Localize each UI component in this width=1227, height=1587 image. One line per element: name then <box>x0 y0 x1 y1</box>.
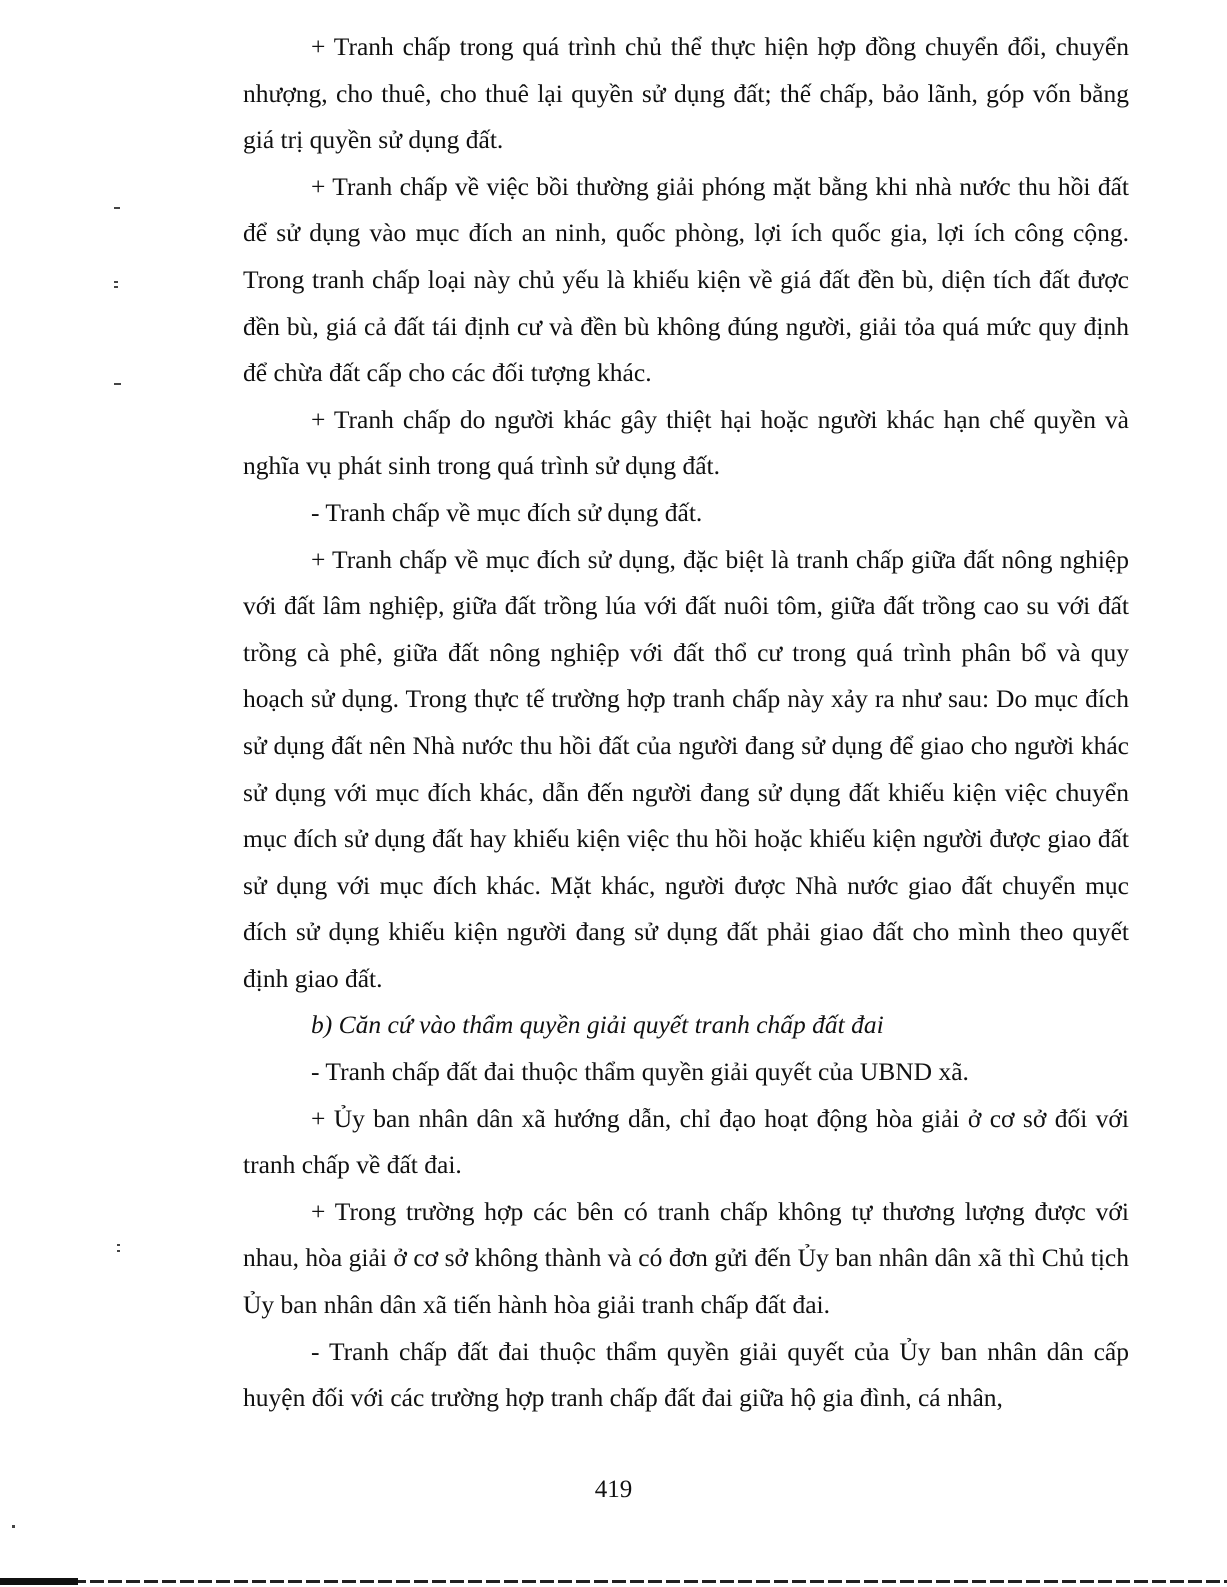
footer-rule <box>0 1580 1227 1583</box>
footer-rule-start <box>0 1578 78 1585</box>
paragraph-contract-disputes: + Tranh chấp trong quá trình chủ thể thực hiện hợp đồng chuyển đổi, chuyển nhượng, cho thuê, cho thuê lại quyền sử dụng đất; thế chấp, bảo lãnh, góp vốn bằng giá trị quyền sử dụng đất. <box>243 32 1129 155</box>
paragraph-district-authority: - Tranh chấp đất đai thuộc thẩm quyền giải quyết của Ủy ban nhân dân cấp huyện đối với các trường hợp tranh chấp đất đai giữa hộ gia đình, cá nhân, <box>243 1336 1129 1413</box>
document-page <box>243 24 1129 1422</box>
scan-mark <box>12 1525 15 1528</box>
paragraph-commune-guidance: + Ủy ban nhân dân xã hướng dẫn, chỉ đạo hoạt động hòa giải ở cơ sở đối với tranh chấp về đất đai. <box>243 1103 1129 1180</box>
paragraph-land-use-purpose-disputes: + Tranh chấp về mục đích sử dụng, đặc biệt là tranh chấp giữa đất nông nghiệp với đất lâm nghiệp, giữa đất trồng lúa với đất nuôi tôm, giữa đất trồng cao su với đất trồng cà phê, giữa đất nông nghiệp với đất thổ cư trong quá trình phân bổ và quy hoạch sử dụng. Trong thực tế trường hợp tranh chấp này xảy ra như sau: Do mục đích sử dụng đất nên Nhà nước thu hồi đất của người đang sử dụng để giao cho người khác sử dụng với mục đích khác, dẫn đến người đang sử dụng đất khiếu kiện việc chuyển mục đích sử dụng đất hay khiếu kiện việc thu hồi hoặc khiếu kiện người được giao đất sử dụng với mục đích khác. Mặt khác, người được Nhà nước giao đất chuyển mục đích sử dụng khiếu kiện người đang sử dụng đất phải giao đất cho mình theo quyết định giao đất. <box>243 544 1129 993</box>
paragraph-damage-disputes: + Tranh chấp do người khác gây thiệt hại hoặc người khác hạn chế quyền và nghĩa vụ phát sinh trong quá trình sử dụng đất. <box>243 404 1129 481</box>
page-number: 419 <box>594 1476 633 1503</box>
paragraph-land-use-purpose-heading: - Tranh chấp về mục đích sử dụng đất. <box>311 497 703 527</box>
scan-mark <box>117 1250 120 1252</box>
paragraph-commune-mediation: + Trong trường hợp các bên có tranh chấp không tự thương lượng được với nhau, hòa giải ở cơ sở không thành và có đơn gửi đến Ủy ban nhân dân xã thì Chủ tịch Ủy ban nhân dân xã tiến hành hòa giải tranh chấp đất đai. <box>243 1196 1129 1320</box>
scan-mark <box>114 281 118 283</box>
scan-mark <box>117 1244 120 1246</box>
paragraph-compensation-disputes: + Tranh chấp về việc bồi thường giải phóng mặt bằng khi nhà nước thu hồi đất để sử dụng vào mục đích an ninh, quốc phòng, lợi ích quốc gia, lợi ích công cộng. Trong tranh chấp loại này chủ yếu là khiếu kiện về giá đất đền bù, diện tích đất được đền bù, giá cả đất tái định cư và đền bù không đúng người, giải tỏa quá mức quy định để chừa đất cấp cho các đối tượng khác. <box>243 171 1129 388</box>
scan-mark <box>114 207 120 209</box>
section-heading-b: b) Căn cứ vào thẩm quyền giải quyết tranh chấp đất đai <box>311 1010 884 1040</box>
scan-mark <box>114 286 118 288</box>
scan-mark <box>114 383 121 385</box>
paragraph-commune-authority: - Tranh chấp đất đai thuộc thẩm quyền giải quyết của UBND xã. <box>311 1057 969 1087</box>
